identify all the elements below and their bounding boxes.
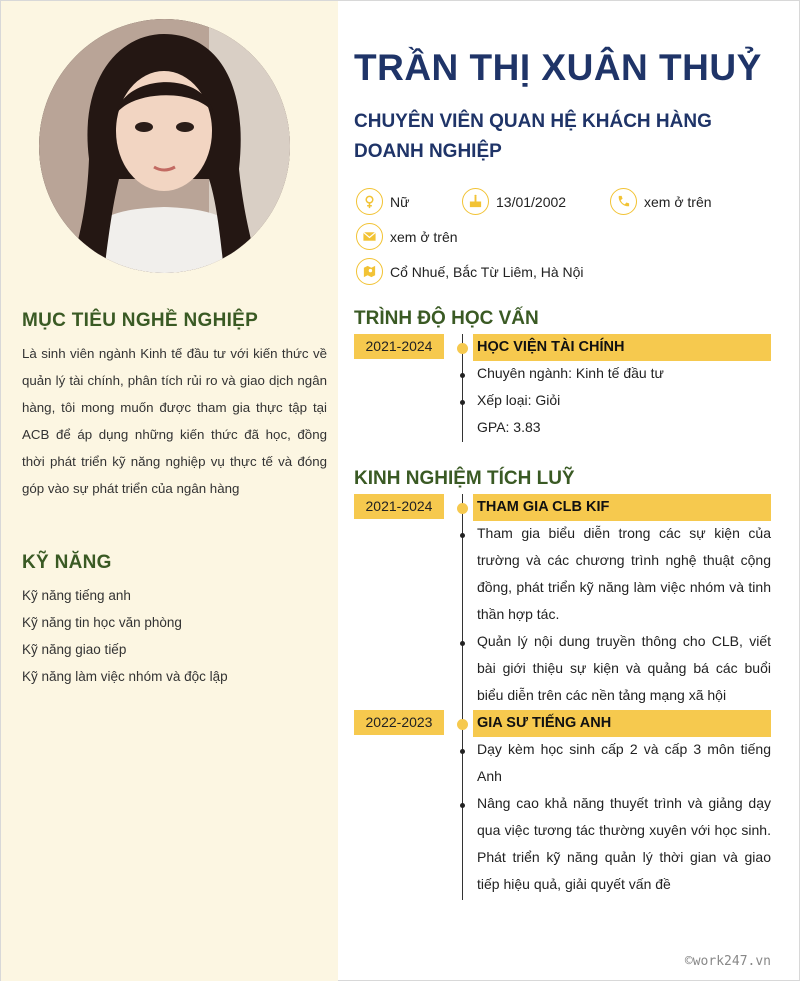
gender-value: Nữ	[390, 193, 410, 210]
gender-info	[356, 188, 409, 215]
email-info	[356, 223, 458, 250]
address-info	[356, 258, 584, 285]
email-icon	[356, 223, 383, 250]
experience-timeline-line	[462, 494, 463, 900]
timeline-dot	[457, 503, 468, 514]
bullet-dot	[460, 749, 465, 754]
skills-title: KỸ NĂNG	[22, 552, 112, 573]
watermark: ©work247.vn	[684, 954, 771, 969]
job-title: CHUYÊN VIÊN QUAN HỆ KHÁCH HÀNG DOANH NGHIỆP	[354, 111, 712, 162]
skill-item: Kỹ năng giao tiếp	[22, 642, 127, 657]
objective-text: Là sinh viên ngành Kinh tế đầu tư với kiến thức về quản lý tài chính, phân tích rủi ro và giao dịch ngân hàng, tôi mong muốn được tham gia thực tập tại ACB để áp dụng những kiến thức đã học, đồng thời phát triển kỹ năng nghiệp vụ thực tế và đóng góp vào sự phát triển của ngân hàng	[22, 346, 327, 496]
education-detail: GPA: 3.83	[477, 419, 541, 435]
avatar	[39, 19, 290, 273]
objective-title: MỤC TIÊU NGHỀ NGHIỆP	[22, 310, 259, 331]
skill-item: Kỹ năng tiếng anh	[22, 588, 131, 603]
education-detail: Chuyên ngành: Kinh tế đầu tư	[477, 365, 664, 381]
bullet-dot	[460, 400, 465, 405]
phone-icon	[610, 188, 637, 215]
education-title: TRÌNH ĐỘ HỌC VẤN	[354, 308, 539, 329]
education-detail: Xếp loại: Giỏi	[477, 392, 561, 408]
experience-bullet: Dạy kèm học sinh cấp 2 và cấp 3 môn tiếng Anh	[477, 741, 771, 784]
bullet-dot	[460, 533, 465, 538]
timeline-dot	[457, 343, 468, 354]
timeline-dot	[457, 719, 468, 730]
left-sidebar	[1, 1, 338, 981]
skill-item: Kỹ năng tin học văn phòng	[22, 615, 182, 630]
education-school: HỌC VIỆN TÀI CHÍNH	[473, 334, 771, 361]
gender-icon	[356, 188, 383, 215]
bullet-dot	[460, 373, 465, 378]
experience-heading: GIA SƯ TIẾNG ANH	[473, 710, 771, 737]
skills-list	[22, 582, 228, 690]
experience-bullet: Quản lý nội dung truyền thông cho CLB, viết bài giới thiệu sự kiện và quảng bá các buổi biểu diễn trên các nền tảng mạng xã hội	[477, 633, 771, 703]
birthday-value: 13/01/2002	[496, 193, 567, 210]
bullet-dot	[460, 803, 465, 808]
bullet-dot	[460, 641, 465, 646]
experience-year: 2022-2023	[354, 710, 444, 735]
experience-title: KINH NGHIỆM TÍCH LUỸ	[354, 468, 575, 489]
experience-bullet: Nâng cao khả năng thuyết trình và giảng dạy qua việc tương tác thường xuyên với học sinh. Phát triển kỹ năng quản lý thời gian và giao tiếp hiệu quả, giải quyết vấn đề	[477, 795, 771, 892]
skill-item: Kỹ năng làm việc nhóm và độc lập	[22, 669, 228, 684]
map-icon	[356, 258, 383, 285]
birthday-info	[462, 188, 566, 215]
address-value: Cổ Nhuế, Bắc Từ Liêm, Hà Nội	[390, 263, 584, 280]
education-year: 2021-2024	[354, 334, 444, 359]
candidate-name: TRẦN THỊ XUÂN THUỶ	[354, 47, 762, 88]
phone-value: xem ở trên	[644, 193, 712, 210]
email-value: xem ở trên	[390, 228, 458, 245]
experience-heading: THAM GIA CLB KIF	[473, 494, 771, 521]
birthday-cake-icon	[462, 188, 489, 215]
experience-bullet: Tham gia biểu diễn trong các sự kiện của trường và các chương trình nghệ thuật cộng đồng, phát triển kỹ năng làm việc nhóm và tinh thần hợp tác.	[477, 525, 771, 622]
phone-info	[610, 188, 712, 215]
experience-year: 2021-2024	[354, 494, 444, 519]
